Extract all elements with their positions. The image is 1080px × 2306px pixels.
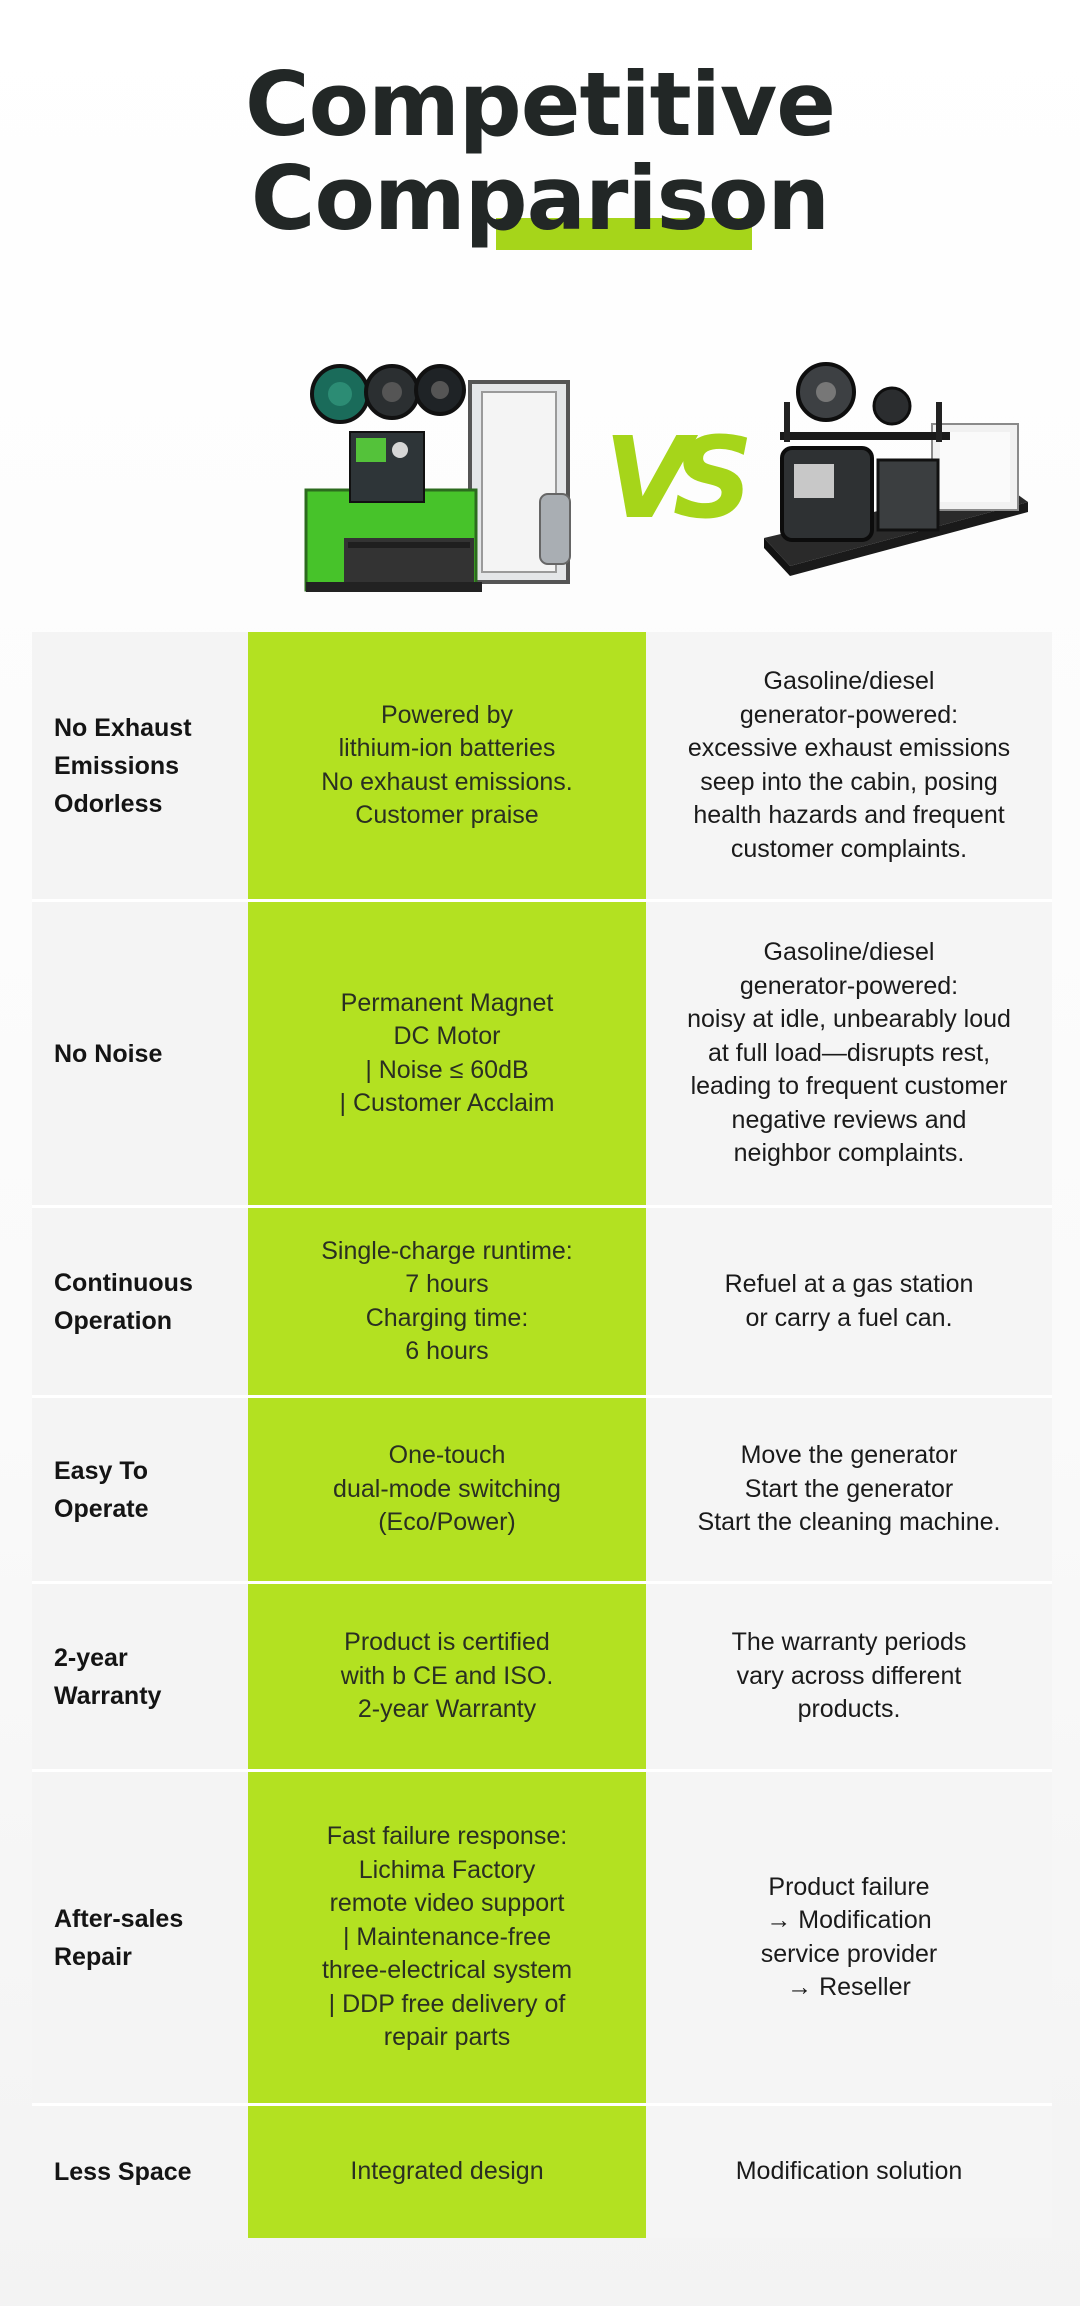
feature-label: No Exhaust Emissions Odorless: [54, 713, 192, 818]
theirs-cell: [646, 632, 1052, 902]
theirs-text: Product failure → Modification service provider → Reseller: [760, 1872, 938, 2001]
ours-text: Single-charge runtime: 7 hours Charging time: 6 hours: [321, 1236, 573, 1365]
title-line-1: Competitive: [245, 53, 835, 156]
vs-label: VS: [604, 414, 736, 544]
feature-label: Continuous Operation: [54, 1268, 193, 1335]
comparison-table: [32, 632, 1052, 2238]
ours-cell: [248, 2106, 646, 2238]
feature-cell: [32, 902, 248, 1208]
ours-cell: [248, 1398, 646, 1584]
ours-cell: [248, 902, 646, 1208]
feature-cell: [32, 1772, 248, 2106]
theirs-cell: [646, 1772, 1052, 2106]
title-line-2: Comparison: [250, 147, 830, 250]
theirs-text: Gasoline/diesel generator-powered: excessive exhaust emissions seep into the cabin, posing health hazards and frequent customer complaints.: [687, 667, 1011, 863]
ours-cell: [248, 632, 646, 902]
feature-label: Less Space: [54, 2158, 192, 2186]
feature-label: 2-year Warranty: [54, 1643, 162, 1710]
theirs-text: Refuel at a gas station or carry a fuel can.: [724, 1270, 974, 1332]
ours-cell: [248, 1584, 646, 1772]
ours-text: Fast failure response: Lichima Factory remote video support | Maintenance-free three-electrical system | DDP free delivery of repair parts: [321, 1822, 573, 2052]
ours-text: Integrated design: [350, 2157, 544, 2186]
theirs-cell: [646, 1584, 1052, 1772]
theirs-cell: [646, 902, 1052, 1208]
green-electric-washer-image: [300, 362, 582, 600]
page-title: [0, 53, 1080, 250]
feature-cell: [32, 1398, 248, 1584]
ours-cell: [248, 1772, 646, 2106]
feature-cell: [32, 1584, 248, 1772]
ours-text: One-touch dual-mode switching (Eco/Power): [333, 1441, 561, 1537]
theirs-text: The warranty periods vary across different products.: [731, 1628, 967, 1724]
feature-label: Easy To Operate: [54, 1456, 149, 1523]
theirs-cell: [646, 1398, 1052, 1584]
feature-label: No Noise: [54, 1039, 163, 1068]
ours-text: Product is certified with b CE and ISO. 2-year Warranty: [340, 1628, 554, 1724]
ours-text: Powered by lithium-ion batteries No exhaust emissions. Customer praise: [321, 700, 573, 829]
theirs-cell: [646, 2106, 1052, 2238]
feature-label: After-sales Repair: [54, 1904, 184, 1971]
ours-cell: [248, 1208, 646, 1398]
feature-cell: [32, 632, 248, 902]
feature-cell: [32, 1208, 248, 1398]
ours-text: Permanent Magnet DC Motor | Noise ≤ 60dB | Customer Acclaim: [339, 988, 555, 1117]
theirs-text: Move the generator Start the generator Start the cleaning machine.: [697, 1441, 1001, 1537]
theirs-cell: [646, 1208, 1052, 1398]
theirs-text: Modification solution: [735, 2157, 963, 2186]
theirs-text: Gasoline/diesel generator-powered: noisy at idle, unbearably loud at full load—disrupts rest, leading to frequent customer negative reviews and neighbor complaints.: [687, 938, 1011, 1168]
feature-cell: [32, 2106, 248, 2238]
black-generator-washer-image: [760, 362, 1030, 594]
